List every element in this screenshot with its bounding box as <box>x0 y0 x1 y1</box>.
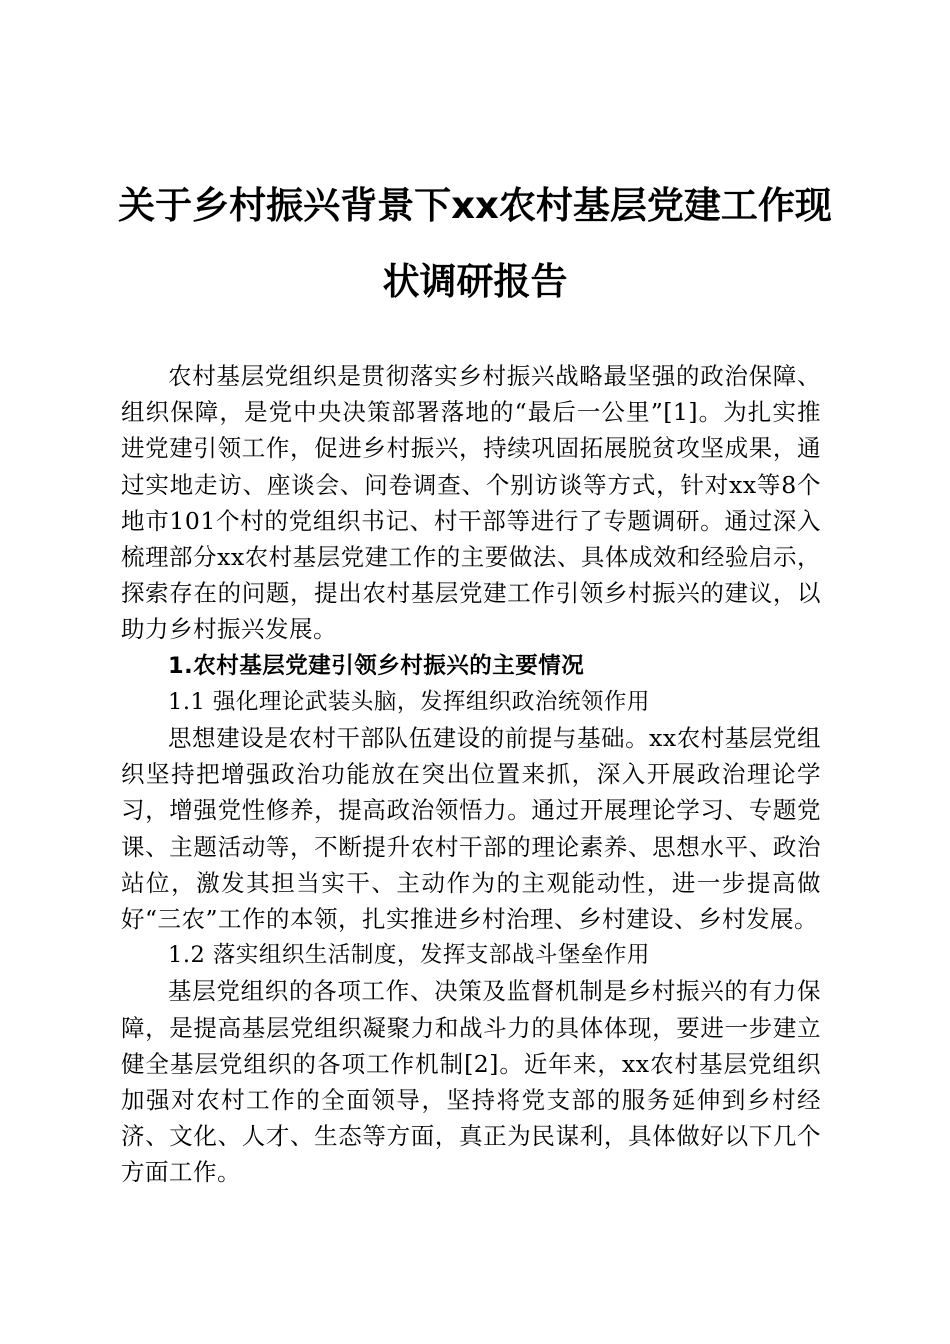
title-line-1: 关于乡村振兴背景下xx农村基层党建工作现 <box>118 184 832 227</box>
document-title <box>110 168 840 320</box>
section-1-2-heading: 1.2 落实组织生活制度，发挥支部战斗堡垒作用 <box>168 942 650 969</box>
title-line-2: 状调研报告 <box>382 260 568 303</box>
document-body <box>121 358 821 1191</box>
section-1-heading: 1.农村基层党建引领乡村振兴的主要情况 <box>168 652 585 679</box>
intro-paragraph: 农村基层党组织是贯彻落实乡村振兴战略最坚强的政治保障、组织保障，是党中央决策部署落地的“最后一公里”[1]。为扎实推进党建引领工作，促进乡村振兴，持续巩固拓展脱贫攻坚成果，通过实地走访、座谈会、问卷调查、个别访谈等方式，针对xx等8个地市101个村的党组织书记、村干部等进行了专题调研。通过深入梳理部分xx农村基层党建工作的主要做法、具体成效和经验启示，探索存在的问题，提出农村基层党建工作引领乡村振兴的建议，以助力乡村振兴发展。 <box>121 362 821 644</box>
section-1-2-paragraph: 基层党组织的各项工作、决策及监督机制是乡村振兴的有力保障，是提高基层党组织凝聚力和战斗力的具体体现，要进一步建立健全基层党组织的各项工作机制[2]。近年来，xx农村基层党组织加强对农村工作的全面领导，坚持将党支部的服务延伸到乡村经济、文化、人才、生态等方面，真正为民谋利，具体做好以下几个方面工作。 <box>121 977 821 1187</box>
section-1-1-paragraph: 思想建设是农村干部队伍建设的前提与基础。xx农村基层党组织坚持把增强政治功能放在突出位置来抓，深入开展政治理论学习，增强党性修养，提高政治领悟力。通过开展理论学习、专题党课、主题活动等，不断提升农村干部的理论素养、思想水平、政治站位，激发其担当实干、主动作为的主观能动性，进一步提高做好“三农”工作的本领，扎实推进乡村治理、乡村建设、乡村发展。 <box>121 724 821 934</box>
section-1-1-heading: 1.1 强化理论武装头脑，发挥组织政治统领作用 <box>168 688 650 715</box>
